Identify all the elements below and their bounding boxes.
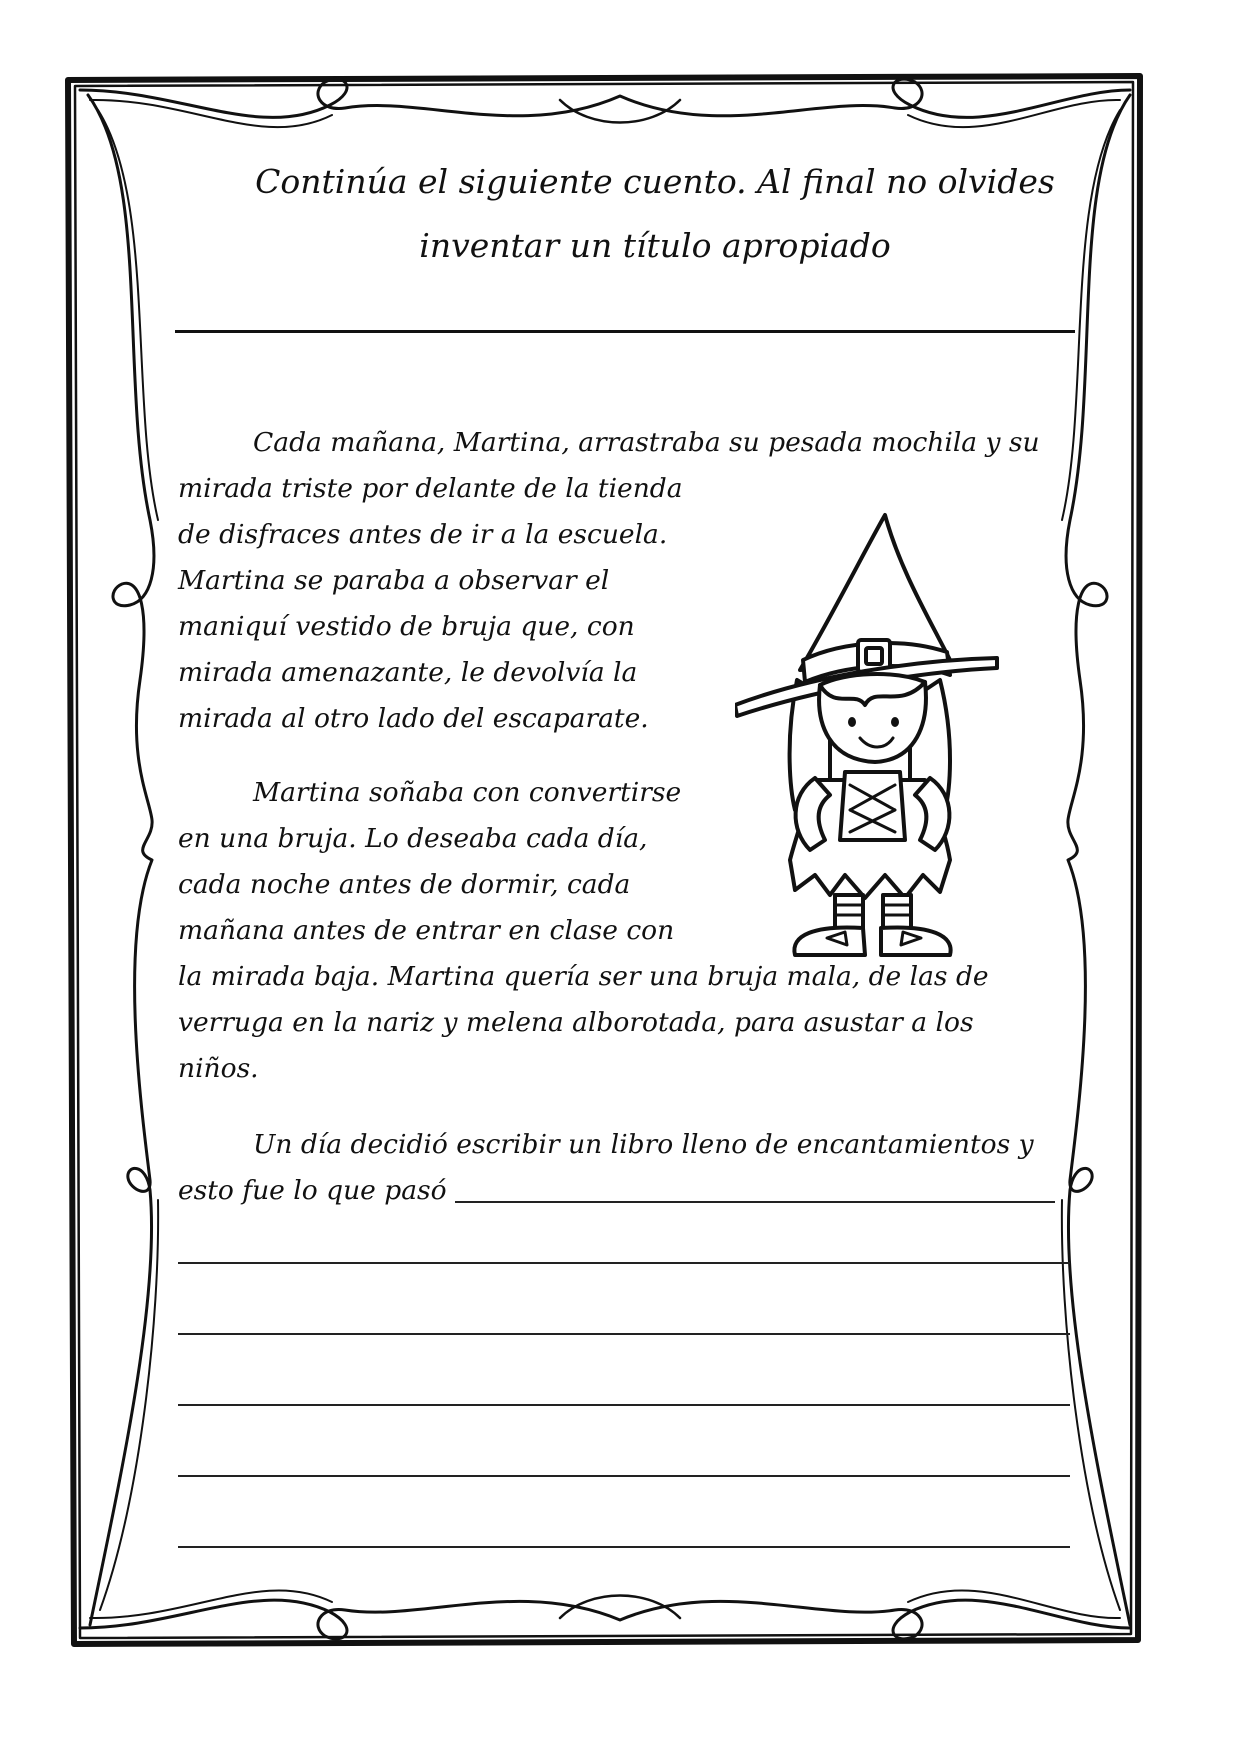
story-line: de disfraces antes de ir a la escuela. <box>178 519 668 550</box>
story-line: mirada triste por delante de la tienda <box>178 473 683 504</box>
story-line: Martina se paraba a observar el <box>178 565 610 596</box>
instruction-line: inventar un título apropiado <box>419 226 891 265</box>
writing-line[interactable] <box>178 1404 1070 1406</box>
story-line: maniquí vestido de bruja que, con <box>178 611 635 642</box>
story-line: la mirada baja. Martina quería ser una bruja mala, de las de <box>178 961 989 992</box>
story-line: mañana antes de entrar en clase con <box>178 915 675 946</box>
writing-line[interactable] <box>178 1546 1070 1548</box>
title-answer-line[interactable] <box>175 330 1075 333</box>
witch-illustration <box>735 510 1005 960</box>
story-line: mirada amenazante, le devolvía la <box>178 657 638 688</box>
writing-line[interactable] <box>178 1262 1070 1264</box>
story-line: esto fue lo que pasó <box>178 1175 447 1206</box>
writing-line[interactable] <box>178 1475 1070 1477</box>
writing-line[interactable] <box>178 1333 1070 1335</box>
story-line: Martina soñaba con convertirse <box>253 777 682 808</box>
story-line: en una bruja. Lo deseaba cada día, <box>178 823 648 854</box>
story-line: verruga en la nariz y melena alborotada, para asustar a los <box>178 1007 974 1038</box>
story-line: cada noche antes de dormir, cada <box>178 869 631 900</box>
story-line: Cada mañana, Martina, arrastraba su pesada mochila y su <box>253 427 1040 458</box>
instructions <box>230 150 1080 278</box>
story-line: Un día decidió escribir un libro lleno de encantamientos y <box>253 1129 1034 1160</box>
story-line: mirada al otro lado del escaparate. <box>178 703 649 734</box>
writing-line[interactable] <box>455 1201 1055 1203</box>
instruction-line: Continúa el siguiente cuento. Al final no olvides <box>255 162 1055 201</box>
story-line: niños. <box>178 1053 259 1084</box>
